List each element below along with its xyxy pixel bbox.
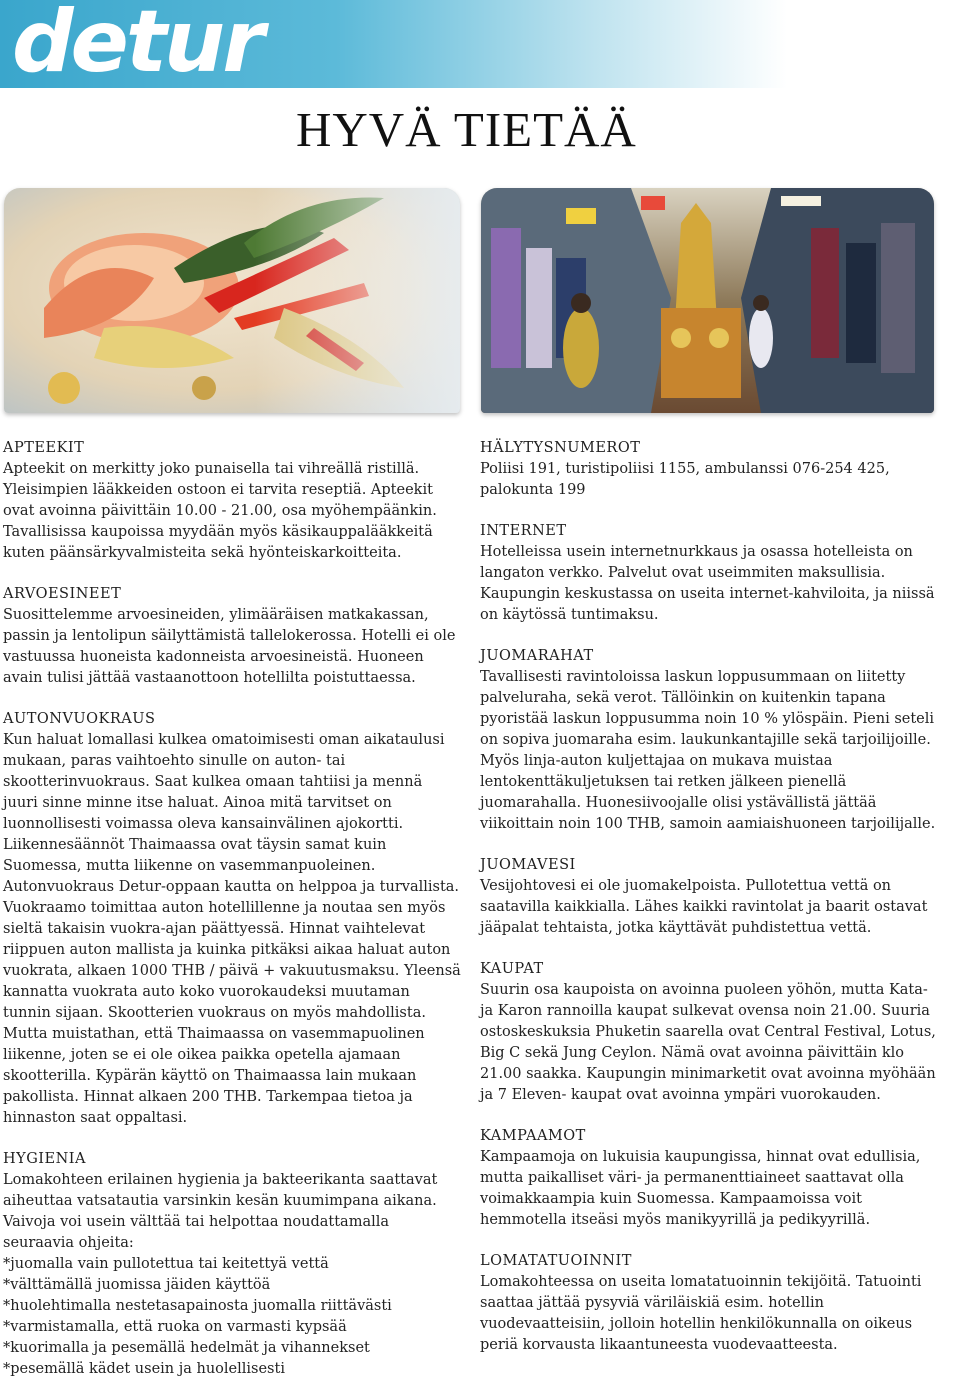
section-hygienia (3, 1149, 461, 1380)
left-column (3, 438, 461, 1400)
section-text: Poliisi 191, turistipoliisi 1155, ambulanssi 076-254 425, palokunta 199 (480, 461, 890, 498)
section-heading: LOMATATUOINNIT (480, 1253, 632, 1269)
hygiene-tip: *välttämällä juomissa jäiden käyttöä (3, 1277, 271, 1293)
section-juomarahat (480, 646, 938, 835)
section-heading: AUTONVUOKRAUS (3, 711, 156, 727)
section-autonvuokraus (3, 709, 461, 1129)
section-text: Lomakohteessa on useita lomatatuoinnin tekijöitä. Tatuointi saattaa jättää pysyviä väriläiskiä esim. hotellin vuodevaatteisiin, jolloin hotellin henkilökunnalla on oikeus periä korvausta likaantuneesta vuodevaatteesta. (480, 1274, 922, 1353)
header-banner (0, 0, 960, 92)
section-text: Suurin osa kaupoista on avoinna puoleen yöhön, mutta Kata- ja Karon rannoilla kaupat sulkevat ovensa noin 21.00. Suuria ostoskeskuksia Phuketin saarella ovat Central Festival, Lotus, Big C sekä Jung Ceylon. Nämä ovat avoinna päivittäin klo 21.00 saakka. Kaupungin minimarketit ovat avoinna myöhään ja 7 Eleven- kaupat ovat avoinna ympäri vuorokauden. (480, 982, 936, 1103)
section-internet (480, 521, 938, 626)
section-arvoesineet (3, 584, 461, 689)
section-heading: HÄLYTYSNUMEROT (480, 440, 641, 456)
section-halytysnumerot (480, 438, 938, 501)
hygiene-tip: *varmistamalla, että ruoka on varmasti kypsää (3, 1319, 347, 1335)
hygiene-tip: *kuorimalla ja pesemällä hedelmät ja vihannekset (3, 1340, 370, 1356)
section-juomavesi (480, 855, 938, 939)
section-heading: HYGIENIA (3, 1151, 86, 1167)
section-text: Lomakohteen erilainen hygienia ja bakteerikanta saattavat aiheuttaa vatsatautia varsinkin kesän kuumimpana aikana. Vaivoja voi usein välttää tai helpottaa noudattamalla seuraavia ohjeita: (3, 1172, 438, 1251)
section-text: Autonvuokraus Detur-oppaan kautta on helppoa ja turvallista. Vuokraamo toimittaa auton hotellillenne ja noutaa sen myös sieltä takaisin vuokra-ajan päättyessä. Hinnat vaihtelevat riippuen auton mallista ja kuinka pitkäksi aikaa haluat auton vuokrata, alkaen 1000 THB / päivä + vakuutusmaksu. Yleensä kannatta vuokrata auto koko vuorokaudeksi muutaman tunnin sijaan. Skootterien vuokraus on myös mahdollista. Mutta muistathan, että Thaimaassa on vasemmapuolinen liikenne, joten se ei ole oikea paikka opetella ajamaan skootterilla. Kypärän käyttö on Thaimaassa lain mukaan pakollista. Hinnat alkaen 200 THB. Tarkempaa tietoa ja hinnaston saat oppaltasi. (3, 879, 461, 1126)
food-photo (4, 188, 460, 413)
section-text: Suosittelemme arvoesineiden, ylimääräisen matkakassan, passin ja lentolipun säilyttämistä tallelokerossa. Hotelli ei ole vastuussa huoneista kadonneista arvoesineistä. Huoneen avain tulisi jättää vastaanottoon hotellilta poistuttaessa. (3, 607, 456, 686)
section-text: Tavallisesti ravintoloissa laskun loppusummaan on liitetty palveluraha, sekä verot. Tällöinkin on kuitenkin tapana pyoristää laskun loppusumma noin 10 % ylöspäin. Pieni seteli on sopiva juomaraha esim. laukunkantajille sekä tarjoilijoille. Myös linja-auton kuljettajaa on mukava muistaa lentokenttäkuljetuksen tai retken jälkeen pienellä juomarahalla. Huonesiivoojalle olisi ystävällistä jättää viikoittain noin 100 THB, samoin aamiaishuoneen tarjoilijalle. (480, 669, 936, 832)
section-text: Apteekit on merkitty joko punaisella tai vihreällä ristillä. Yleisimpien lääkkeiden ostoon ei tarvita reseptiä. Apteekit ovat avoinna päivittäin 10.00 - 21.00, osa myöhempäänkin. Tavallisissa kaupoissa myydään myös käsikauppalääkkeitä kuten päänsärkyvalmisteita sekä hyönteiskarkoitteita. (3, 461, 437, 561)
section-heading: ARVOESINEET (3, 586, 122, 602)
section-text: Vesijohtovesi ei ole juomakelpoista. Pullotettua vettä on saatavilla kaikkialla. Lähes kaikki ravintolat ja baarit ostavat jääpalat tehtaista, jotka käyttävät puhdistettua vettä. (480, 878, 928, 936)
market-photo-icon (481, 188, 934, 413)
section-heading: KAUPAT (480, 961, 544, 977)
section-heading: APTEEKIT (3, 440, 85, 456)
page-title: HYVÄ TIETÄÄ (296, 102, 637, 157)
section-heading: KAMPAAMOT (480, 1128, 586, 1144)
section-text: Hotelleissa usein internetnurkkaus ja osassa hotelleista on langaton verkko. Palvelut ovat useimmiten maksullisia. Kaupungin keskustassa on useita internet-kahviloita, ja niissä on käytössä tuntimaksu. (480, 544, 935, 623)
section-text: Kampaamoja on lukuisia kaupungissa, hinnat ovat edullisia, mutta paikalliset väri- ja permanenttiaineet saattavat olla voimakkaampia kuin Suomessa. Kampaamoissa voit hemmotella itseäsi myös manikyyrillä ja pedikyyrillä. (480, 1149, 921, 1228)
section-text: Kun haluat lomallasi kulkea omatoimisesti oman aikataulusi mukaan, paras vaihtoehto sinulle on auton- tai skootterinvuokraus. Saat kulkea omaan tahtiisi ja mennä juuri sinne minne itse haluat. Ainoa mitä tarvitset on luonnollisesti voimassa oleva kansainvälinen ajokortti. Liikennesäännöt Thaimaassa ovat täysin samat kuin Suomessa, mutta liikenne on vasemmanpuoleinen. (3, 732, 445, 874)
section-kaupat (480, 959, 938, 1106)
right-column (480, 438, 938, 1376)
section-apteekit (3, 438, 461, 564)
hygiene-tip: *huolehtimalla nestetasapainosta juomalla riittävästi (3, 1298, 392, 1314)
section-heading: JUOMARAHAT (480, 648, 594, 664)
section-lomatatuoinnit (480, 1251, 938, 1356)
hygiene-tip: *juomalla vain pullotettua tai keitettyä vettä (3, 1256, 329, 1272)
food-photo-icon (4, 188, 460, 413)
section-heading: INTERNET (480, 523, 567, 539)
section-heading: JUOMAVESI (480, 857, 576, 873)
detur-logo: detur (12, 0, 262, 92)
section-kampaamot (480, 1126, 938, 1231)
hygiene-tip: *pesemällä kädet usein ja huolellisesti (3, 1361, 285, 1377)
market-photo (481, 188, 934, 413)
